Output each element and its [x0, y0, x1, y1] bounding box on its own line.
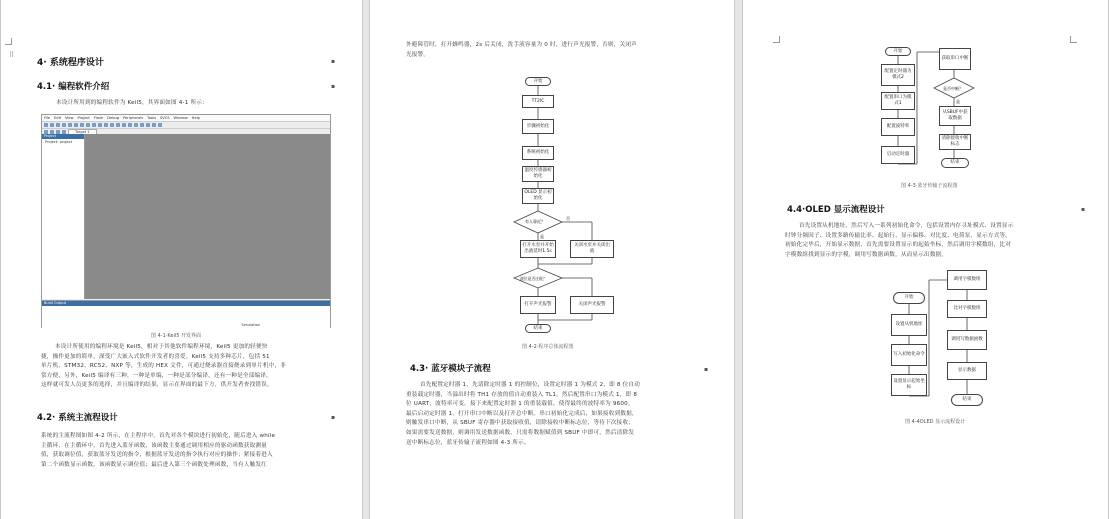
flow-decision-label: 有人靠近？ [525, 219, 545, 224]
heading-4-4: 4.4·OLED 显示流程设计 [787, 205, 885, 215]
text-line: 送中断标志位，蓝牙传输子流程如图 4-3 所示。 [406, 439, 530, 446]
ide-menubar [42, 115, 330, 122]
flow-step: 系统初始化 [522, 146, 554, 160]
toolbar-icon [140, 123, 144, 127]
ide-menu-item: Edit [54, 116, 61, 120]
flow-branch-label: 否 [566, 216, 570, 221]
ide-editor-area [85, 134, 330, 299]
toolbar-icon [68, 123, 72, 127]
toolbar-icon [110, 123, 114, 127]
toolbar-icon [134, 123, 138, 127]
intro-paragraph: 本设计所用到的编程软件为 Keil5，其界面如图 4-1 所示： [56, 100, 208, 106]
ide-menu-item: Flash [93, 116, 104, 120]
flow-step: 打开声光报警 [520, 296, 556, 314]
toolbar-icon [98, 123, 102, 127]
text-line: 位 UART，波特率可变，接下来配置定时器 1 的重装载值，使得最终的波特率为 9600。 [406, 401, 634, 408]
toolbar-icon [104, 123, 108, 127]
build-panel-title: Build Output [42, 301, 330, 306]
ide-menu-item: Tools [147, 116, 156, 120]
flow-step: 配置定时器为模式2 [881, 64, 915, 86]
flow-step: 获取串口中断 [939, 48, 971, 70]
toolbar-icon [56, 123, 60, 127]
flow-end: 结束 [525, 324, 551, 333]
heading-system-design: 4· 系统程序设计 [37, 58, 104, 68]
toolbar-icon [80, 123, 84, 127]
text-line: 捷，操作更加的简单，深受广大嵌入式软件开发者的喜爱。Keil5 支持多种芯片，包括 51 [41, 353, 270, 360]
text-line: 系统的主流程图如图 4-2 所示，在主程序中，首先对各个模块进行初始化，随后进入 while [41, 433, 276, 439]
flow-step: 清除接收中断标志 [939, 134, 971, 150]
para-main-flow [41, 432, 331, 470]
flow-step: 步骤初始化 [522, 119, 554, 134]
toolbar-icon [92, 123, 96, 127]
flow-step: 设置从机地址 [891, 314, 927, 336]
flow-step: 配置串口为模式1 [881, 92, 915, 110]
text-line: 第二个函数显示函数，该函数显示调位值；最后进入第三个函数处理函数，当有人触发红 [41, 461, 267, 468]
ide-toolbar [42, 122, 330, 129]
document-page-2 [369, 0, 735, 519]
toolbar-icon [44, 123, 48, 127]
text-line: 最后启动定时器 1，打开串口中断以及打开总中断。串口初始化完成后，如果接收到数据， [406, 410, 638, 417]
flow-start: 开始 [893, 292, 925, 304]
heading-4-3: 4.3· 蓝牙模块子流程 [410, 364, 491, 374]
text-line: 字模数组找到显示的字模，调用写数据函数，从而显示出数据。 [785, 251, 948, 258]
text-line: 常方便，另外，Keil5 编译有三种，一种是单编，一种是部分编译，还有一种是全部编译， [41, 372, 272, 379]
toolbar-icon [86, 123, 90, 127]
project-tree-item: Project: project [45, 140, 73, 144]
ide-menu-item: Peripherals [123, 116, 144, 120]
text-line: 则触发串口中断，从 SBUF 寄存器中获取接收值，请除接收中断标志位，等待下次接收； [406, 420, 635, 427]
flow-step: 关闭水泵并关闭出液 [570, 240, 614, 258]
para-bluetooth [406, 381, 706, 448]
heading-4-1: 4.1· 编程软件介绍 [37, 82, 110, 92]
text-line: 如果需要发送数据，则调用发送数据函数，只需将数据赋值到 SBUF 中即可，然后清除发 [406, 429, 635, 436]
project-panel-title: Project [42, 134, 84, 139]
para-keil-description [41, 343, 331, 391]
text-line: 外避障管时，打开蜂鸣器，2s 后关闭，洗手液容量为 0 时，进行声光报警，否则，关闭声 [406, 42, 637, 48]
ide-menu-item: Debug [107, 116, 120, 120]
flow-step: 关闭声光报警 [570, 296, 614, 314]
text-line: 这样就可发人员更多的选择，并且编译的结果，显示在界面的最下方，供开发者查找错误。 [41, 382, 273, 389]
flow-step: 启动定时器 [881, 146, 915, 164]
toolbar-icon [50, 123, 54, 127]
text-line: 重装载定时器，当溢出时将 TH1 存放的值自动重装入 TL1。然后配置串口为模式 1，即 8 [406, 391, 638, 398]
figure-4-3-caption: 图 4-3·蓝牙传输子流程图 [901, 183, 958, 189]
flow-step: 写入初始化命令 [891, 344, 927, 366]
toolbar-icon [158, 123, 162, 127]
flow-decision-label: 液位是否过低？ [520, 276, 547, 281]
keil-ide-screenshot [41, 114, 331, 328]
text-line: 时钟分频因子、设置多路传输比率、起始行、显示偏移、对比度、电荷泵、显示方式等， [785, 232, 1011, 239]
text-line: 首先设置从机地址，然后写入一系列初始化命令，包括设置内存寻址模式、设置显示 [799, 223, 1014, 229]
paragraph-mark: ▪ [1081, 206, 1086, 213]
flow-end: 结束 [951, 394, 983, 406]
flow-decision-label: 是否中断？ [943, 86, 963, 91]
flow-step: 调用写数据函数 [947, 330, 987, 350]
flow-step: 比对字模数组 [947, 300, 987, 318]
toolbar-icon [122, 123, 126, 127]
figure-4-2-caption: 图 4-2·程序总体流程图 [522, 344, 574, 350]
figure-4-4-caption: 图 4-4OLED 显示流程设计 [905, 419, 966, 425]
paragraph-mark: ▪ [331, 83, 336, 90]
document-page-3 [742, 0, 1109, 519]
text-line: 首先配置定时器 1，先请除定时器 1 的控制位，设置定时器 1 为模式 2，即 8 位自动 [420, 382, 641, 388]
ide-menu-item: View [64, 116, 74, 120]
toolbar-icon [152, 123, 156, 127]
drag-handle-icon[interactable]: ⠿ [9, 51, 14, 59]
paragraph-mark: ▪ [704, 366, 709, 373]
flow-branch-label: 是 [540, 234, 544, 239]
toolbar-icon [74, 123, 78, 127]
ide-status-text: Simulation [241, 323, 260, 327]
flow-step: 打开水泵并开始出液延时1.5s [520, 240, 556, 258]
text-line: 光报警。 [406, 51, 430, 58]
paragraph-mark: ▪ [331, 414, 336, 421]
flow-branch-label: 是 [956, 99, 960, 104]
flow-end: 结束 [941, 158, 969, 168]
toolbar-icon [146, 123, 150, 127]
paragraph-mark: ▪ [331, 58, 336, 65]
flow-step: 温度传感器初始化 [522, 166, 554, 182]
ide-menu-item: SVCS [159, 116, 170, 120]
figure-4-1-caption: 图 4-1·Keil5 开发界面 [151, 333, 202, 339]
flow-step: OLED 显示初始化 [522, 188, 554, 204]
heading-4-2: 4.2· 系统主流程设计 [37, 413, 118, 423]
ide-menu-item: Project [77, 116, 90, 120]
flow-step: 调用字模数组 [947, 270, 987, 290]
text-line: 单片机、STM32、RC52、NXP 等，生成的 HEX 文件，可通过烧录器直接烧录到单片机中，非 [41, 363, 287, 370]
margin-mark [5, 38, 12, 45]
flow-start: 开始 [885, 47, 911, 56]
flow-step: 设置显示起始坐标 [891, 374, 927, 396]
text-line: 值，获取调位值，获取蓝牙发送的指令，根据蓝牙发送的指令执行对应的操作；紧接着进入 [41, 452, 273, 459]
para-oled [785, 222, 1085, 260]
target-select: Target 1 [68, 129, 97, 135]
flow-step: TT2IC [522, 95, 554, 108]
flow-step: 显示数据 [947, 362, 987, 380]
ide-menu-item: Window [173, 116, 188, 120]
document-page-1 [0, 0, 363, 519]
text-line: 本设计所使用的编程环境是 Keil5，相对于其他软件编程环境，Keil5 更加的轻便快 [55, 344, 268, 350]
ide-build-panel [42, 300, 330, 328]
ide-menu-item: File [44, 116, 51, 120]
toolbar-icon [62, 123, 66, 127]
text-line: 初始化完毕后，开始显示数据，首先需要设置显示的起始坐标，然后调用字模数组，比对 [785, 242, 1011, 249]
toolbar-icon [116, 123, 120, 127]
toolbar-icon [128, 123, 132, 127]
text-line: 主循环，在主循环中，首先进入蓝牙函数，该函数主要通过调用相应的驱动函数获取测量 [41, 442, 267, 449]
flow-start: 开始 [525, 77, 551, 86]
ide-project-panel [42, 134, 85, 299]
ide-menu-item: Help [191, 116, 200, 120]
flow-step: 配置波特率 [881, 118, 915, 136]
flow-step: 从SBUF中获取数据 [939, 106, 971, 126]
